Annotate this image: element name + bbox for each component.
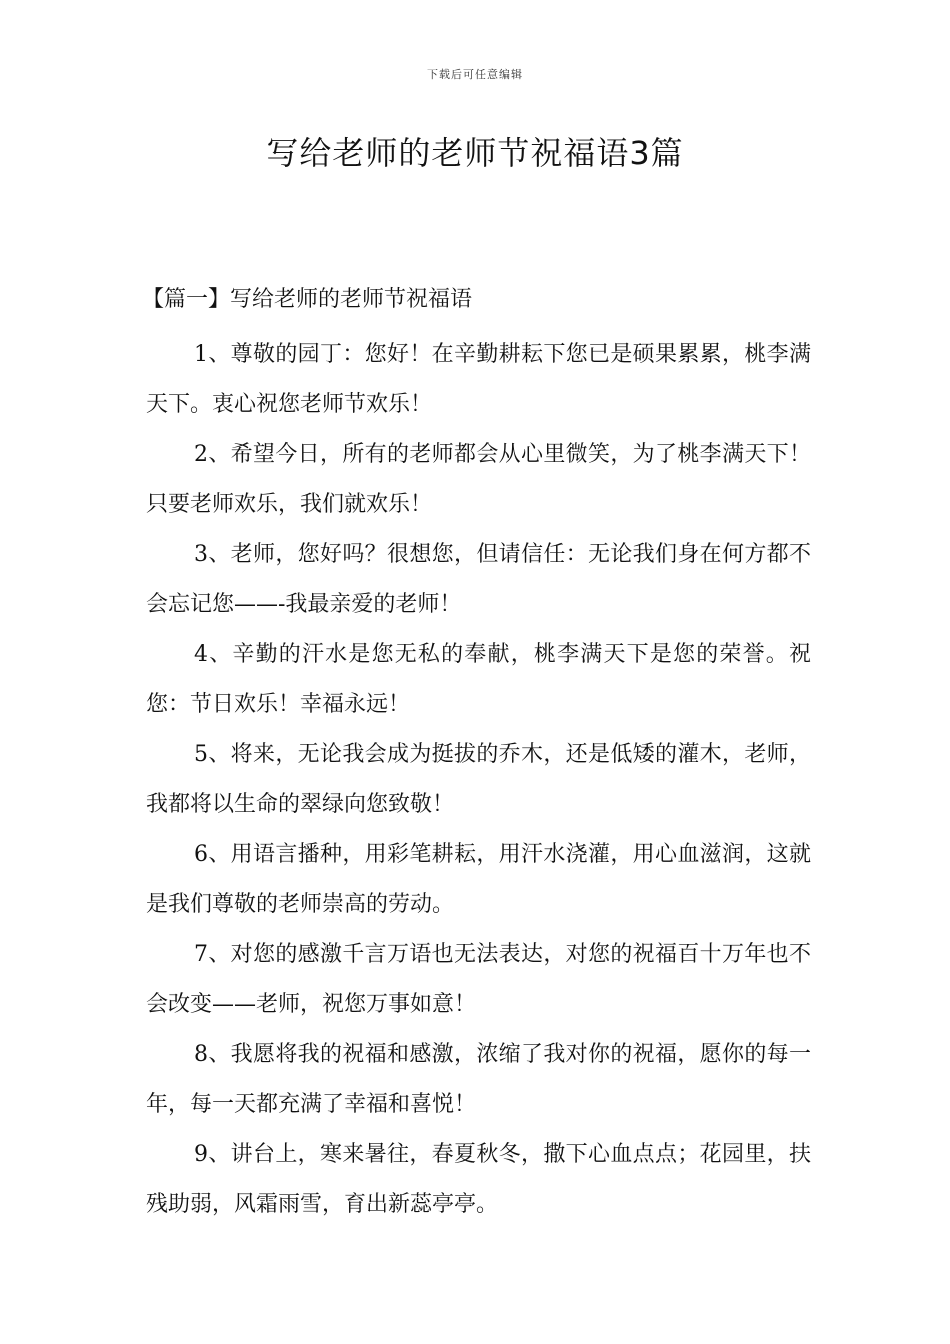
list-item: 7、对您的感激千言万语也无法表达，对您的祝福百十万年也不会改变——老师，祝您万事如意！ xyxy=(146,942,811,1017)
list-item: 6、用语言播种，用彩笔耕耘，用汗水浇灌，用心血滋润，这就是我们尊敬的老师崇高的劳动。 xyxy=(146,842,811,917)
list-item: 1、尊敬的园丁：您好！在辛勤耕耘下您已是硕果累累，桃李满天下。衷心祝您老师节欢乐！ xyxy=(146,342,811,417)
list-item: 4、辛勤的汗水是您无私的奉献，桃李满天下是您的荣誉。祝您：节日欢乐！幸福永远！ xyxy=(146,642,811,717)
section-heading: 【篇一】写给老师的老师节祝福语 xyxy=(142,287,473,312)
document-body xyxy=(142,280,811,1230)
list-item: 2、希望今日，所有的老师都会从心里微笑，为了桃李满天下！只要老师欢乐，我们就欢乐！ xyxy=(146,442,811,517)
list-item: 5、将来，无论我会成为挺拔的乔木，还是低矮的灌木，老师，我都将以生命的翠绿向您致敬！ xyxy=(146,742,811,817)
header-note: 下载后可任意编辑 xyxy=(427,68,523,81)
document-title: 写给老师的老师节祝福语3篇 xyxy=(266,134,684,172)
list-item: 8、我愿将我的祝福和感激，浓缩了我对你的祝福，愿你的每一年，每一天都充满了幸福和喜悦！ xyxy=(146,1042,811,1117)
list-item: 9、讲台上，寒来暑往，春夏秋冬，撒下心血点点；花园里，扶残助弱，风霜雨雪，育出新蕊亭亭。 xyxy=(146,1142,811,1217)
list-item: 3、老师，您好吗？很想您，但请信任：无论我们身在何方都不会忘记您——-我最亲爱的老师！ xyxy=(146,542,811,617)
